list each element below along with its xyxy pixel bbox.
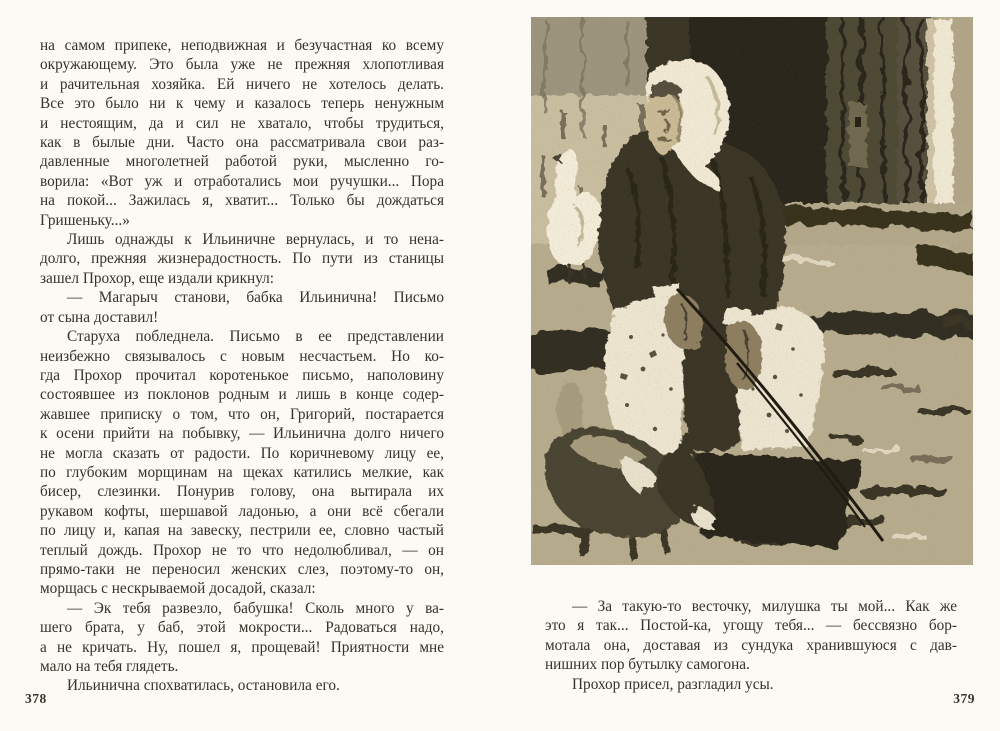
right-page — [500, 0, 1000, 731]
text-line: мало на тебя глядеть. — [40, 658, 179, 675]
text-line: а не кричать. Ну, пошел я, прощевай! Приятности мне — [40, 638, 444, 656]
text-line: состоявшее из поклонов родным и лишь в конце содер- — [40, 386, 444, 404]
text-line: шего брата, у баб, этой мокрости... Радоваться надо, — [40, 619, 444, 637]
left-page-number: 378 — [25, 691, 47, 706]
text-line: не могла сказать от радости. По коричневому лицу ее, — [40, 444, 444, 462]
text-line: и рачительная хозяйка. Ей ничего не хотелось делать. — [40, 75, 444, 93]
text-line: Старуха побледнела. Письмо в ее представлении — [67, 328, 444, 346]
text-line: по глубоким морщинам на щеках катились мелкие, как — [40, 463, 444, 481]
text-line: гда Прохор прочитал коротенькое письмо, наполовину — [40, 366, 444, 384]
text-line: морщась с нескрываемой досадой, сказал: — [40, 580, 316, 598]
text-line: рукавом кофты, шершавой ладонью, а они всё сбегали — [40, 502, 444, 520]
text-line: и нестоящим, да и сил не хватало, чтобы трудиться, — [40, 114, 444, 132]
illustration-old-woman-and-dog — [531, 17, 973, 565]
text-line: бисер, слезинки. Понурив голову, она вытирала их — [40, 483, 444, 501]
text-line: как в былые дни. Часто она рассматривала свои раз- — [40, 134, 444, 152]
text-line: долго, прежняя жизнерадостность. По пути из станицы — [40, 250, 444, 268]
text-line: жавшее приписку о том, что он, Григорий, постарается — [40, 405, 444, 423]
text-line: нишних пор бутылку самогона. — [545, 656, 750, 674]
grain-overlay — [531, 17, 973, 565]
text-line: окружающему. Это была уже не прежняя хлопотливая — [40, 56, 444, 74]
text-line: по лицу и, капая на завеску, пестрили ее, словно частый — [40, 522, 444, 540]
illustration-svg — [531, 17, 973, 565]
text-line: зашел Прохор, еще издали крикнул: — [40, 269, 275, 287]
text-line: от сына доставил! — [40, 308, 159, 326]
right-page-text — [545, 597, 957, 694]
text-line: — Магарыч станови, бабка Ильинична! Письмо — [67, 289, 444, 307]
text-line: Ильинична спохватилась, остановила его. — [67, 677, 340, 695]
text-line: давленные многолетней работой руки, мысленно го- — [40, 153, 444, 171]
text-line: неизбежно связывалось с новым несчастьем. Но ко- — [40, 347, 444, 365]
text-line: Все это было ни к чему и казалось теперь ненужным — [40, 95, 444, 113]
text-line: Лишь однажды к Ильиничне вернулась, и то нена- — [67, 231, 444, 249]
text-line: к осени прийти на побывку, — Ильинична долго ничего — [40, 425, 444, 443]
text-line: — За такую-то весточку, милушка ты мой... Как же — [572, 598, 957, 615]
text-line: мотала она, доставая из сундука хранившуюся с дав- — [545, 636, 957, 654]
text-line: Прохор присел, разгладил усы. — [572, 675, 774, 693]
text-line: теплый дождь. Прохор не то что недолюбливал, — он — [40, 541, 444, 559]
text-line: прямо-таки не переносил женских слез, поэтому-то он, — [40, 560, 444, 578]
right-page-number: 379 — [953, 691, 975, 706]
text-line: на самом припеке, неподвижная и безучастная ко всему — [40, 37, 444, 54]
text-line: ворила: «Вот уж и отработались мои ручушки... Пора — [40, 172, 444, 190]
text-line: на покой... Зажилась я, хватит... Только бы дождаться — [40, 192, 444, 210]
left-page-text — [40, 36, 444, 696]
text-line: Гришеньку...» — [40, 211, 130, 229]
text-line: — Эк тебя развезло, бабушка! Сколь много у ва- — [67, 599, 444, 617]
text-line: это я так... Постой-ка, угощу тебя... — бессвязно бор- — [545, 617, 957, 635]
